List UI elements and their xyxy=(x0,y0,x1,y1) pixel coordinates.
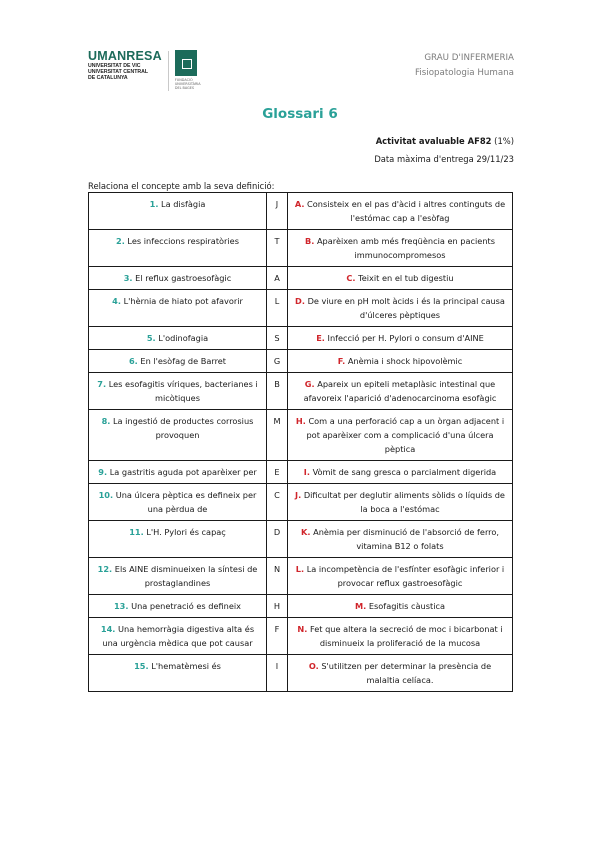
instructions: Relaciona el concepte amb la seva definició: xyxy=(88,181,275,191)
concept-text: Els AINE disminueixen la síntesi de prostaglandines xyxy=(114,564,258,588)
definition-letter: N. xyxy=(297,624,308,634)
answer-cell[interactable]: A xyxy=(267,267,288,290)
concept-number: 4. xyxy=(112,296,121,306)
concept-text: En l'esòfag de Barret xyxy=(140,356,227,366)
definition-text: Infecció per H. Pylori o consum d'AINE xyxy=(327,333,484,343)
answer-cell[interactable]: B xyxy=(267,373,288,410)
definition-cell xyxy=(288,595,513,618)
definition-letter: G. xyxy=(304,379,315,389)
definition-letter: O. xyxy=(308,661,319,671)
definition-text: De viure en pH molt àcids i és la principal causa d'úlceres pèptiques xyxy=(307,296,505,320)
definition-cell xyxy=(288,373,513,410)
definition-letter: B. xyxy=(304,236,315,246)
concept-cell xyxy=(89,618,267,655)
answer-cell[interactable]: T xyxy=(267,230,288,267)
course-info xyxy=(415,51,514,81)
activity-weight: (1%) xyxy=(494,136,514,146)
definition-letter: C. xyxy=(346,273,356,283)
concept-number: 11. xyxy=(129,527,144,537)
table-row xyxy=(89,595,513,618)
definition-cell xyxy=(288,193,513,230)
concept-number: 14. xyxy=(100,624,116,634)
concept-number: 12. xyxy=(97,564,113,574)
definition-text: La incompetència de l'esfínter esofàgic inferior i provocar reflux gastroesofàgic xyxy=(306,564,505,588)
foundation-mark xyxy=(175,50,201,90)
definition-text: Vòmit de sang gresca o parcialment digerida xyxy=(312,467,497,477)
definition-cell xyxy=(288,655,513,692)
concept-number: 9. xyxy=(98,467,108,477)
answer-cell[interactable]: F xyxy=(267,618,288,655)
definition-letter: I. xyxy=(303,467,310,477)
table-row xyxy=(89,350,513,373)
concept-number: 5. xyxy=(146,333,156,343)
concept-cell xyxy=(89,373,267,410)
definition-text: Fet que altera la secreció de moc i bicarbonat i disminueix la proliferació de la mucosa xyxy=(309,624,503,648)
definition-text: Aparèixen amb més freqüència en pacients immunocompromesos xyxy=(316,236,495,260)
glossary-table xyxy=(88,192,513,692)
answer-cell[interactable]: M xyxy=(267,410,288,461)
concept-cell xyxy=(89,267,267,290)
concept-number: 6. xyxy=(128,356,138,366)
logo-text xyxy=(88,50,162,82)
answer-cell[interactable]: S xyxy=(267,327,288,350)
definition-letter: F. xyxy=(337,356,346,366)
definition-letter: H. xyxy=(295,416,306,426)
deadline: Data màxima d'entrega 29/11/23 xyxy=(374,154,514,164)
definition-cell xyxy=(288,230,513,267)
table-row xyxy=(89,484,513,521)
definition-cell xyxy=(288,327,513,350)
concept-number: 7. xyxy=(97,379,107,389)
definition-text: Teixit en el tub digestiu xyxy=(358,273,454,283)
foundation-caption: FUNDACIÓ UNIVERSITÀRIA DEL BAGES xyxy=(174,78,201,90)
table-row xyxy=(89,655,513,692)
concept-text: L'odinofagia xyxy=(158,333,209,343)
page-title: Glossari 6 xyxy=(262,106,338,122)
definition-cell xyxy=(288,290,513,327)
concept-number: 1. xyxy=(149,199,159,209)
logo-divider xyxy=(168,51,169,91)
answer-cell[interactable]: N xyxy=(267,558,288,595)
university-logo xyxy=(88,50,201,91)
concept-number: 10. xyxy=(98,490,114,500)
definition-text: Anèmia i shock hipovolèmic xyxy=(347,356,463,366)
concept-number: 8. xyxy=(101,416,111,426)
concept-cell xyxy=(89,290,267,327)
activity-meta xyxy=(374,136,514,172)
concept-text: L'hematèmesi és xyxy=(151,661,221,671)
answer-cell[interactable]: I xyxy=(267,655,288,692)
concept-text: L'hèrnia de hiato pot afavorir xyxy=(123,296,243,306)
definition-text: Com a una perforació cap a un òrgan adjacent i pot aparèixer com a complicació d'una úlcera pèptica xyxy=(306,416,505,454)
definition-letter: D. xyxy=(295,296,305,306)
table-row xyxy=(89,290,513,327)
concept-cell xyxy=(89,350,267,373)
definition-cell xyxy=(288,484,513,521)
concept-text: La ingestió de productes corrosius provoquen xyxy=(113,416,254,440)
definition-text: Anèmia per disminució de l'absorció de ferro, vitamina B12 o folats xyxy=(313,527,499,551)
definition-text: S'utilitzen per determinar la presència de malaltia celíaca. xyxy=(321,661,492,685)
answer-cell[interactable]: D xyxy=(267,521,288,558)
definition-letter: E. xyxy=(316,333,325,343)
table-row xyxy=(89,267,513,290)
definition-letter: K. xyxy=(301,527,311,537)
definition-letter: L. xyxy=(295,564,305,574)
concept-number: 13. xyxy=(113,601,129,611)
answer-cell[interactable]: E xyxy=(267,461,288,484)
concept-text: Una úlcera pèptica es defineix per una pèrdua de xyxy=(115,490,257,514)
logo-line-3: DE CATALUNYA xyxy=(88,75,128,82)
concept-text: La disfàgia xyxy=(161,199,206,209)
definition-cell xyxy=(288,350,513,373)
logo-brand: UMANRESA xyxy=(88,49,162,63)
concept-text: Les infeccions respiratòries xyxy=(127,236,239,246)
foundation-logo-icon xyxy=(175,50,197,76)
concept-cell xyxy=(89,655,267,692)
logo-line-1: UNIVERSITAT DE VIC xyxy=(88,63,141,69)
concept-text: La gastritis aguda pot aparèixer per xyxy=(109,467,257,477)
answer-cell[interactable]: G xyxy=(267,350,288,373)
activity-label: Activitat avaluable AF82 xyxy=(375,136,492,146)
table-row xyxy=(89,618,513,655)
answer-cell[interactable]: H xyxy=(267,595,288,618)
concept-text: Una hemorràgia digestiva alta és una urgència mèdica que pot causar xyxy=(102,624,255,648)
concept-cell xyxy=(89,521,267,558)
definition-text: Esofagitis càustica xyxy=(368,601,446,611)
definition-text: Apareix un epiteli metaplàsic intestinal que afavoreix l'aparició d'adenocarcinoma esofàgic xyxy=(303,379,497,403)
definition-text: Dificultat per deglutir aliments sòlids o líquids de la boca a l'estómac xyxy=(303,490,505,514)
concept-text: Una penetració es defineix xyxy=(131,601,241,611)
definition-letter: A. xyxy=(294,199,305,209)
concept-number: 3. xyxy=(123,273,133,283)
definition-cell xyxy=(288,558,513,595)
logo-line-2: UNIVERSITAT CENTRAL xyxy=(88,69,149,76)
concept-cell xyxy=(89,484,267,521)
answer-cell[interactable]: J xyxy=(267,193,288,230)
table-row xyxy=(89,373,513,410)
subject-name: Fisiopatologia Humana xyxy=(415,68,514,78)
definition-letter: M. xyxy=(354,601,367,611)
table-row xyxy=(89,521,513,558)
table-row xyxy=(89,327,513,350)
concept-cell xyxy=(89,558,267,595)
definition-cell xyxy=(288,267,513,290)
definition-text: Consisteix en el pas d'àcid i altres continguts de l'estómac cap a l'esòfag xyxy=(307,199,506,223)
program-name: GRAU D'INFERMERIA xyxy=(424,53,514,63)
table-row xyxy=(89,558,513,595)
definition-letter: J. xyxy=(295,490,302,500)
concept-cell xyxy=(89,327,267,350)
concept-cell xyxy=(89,461,267,484)
concept-cell xyxy=(89,595,267,618)
answer-cell[interactable]: L xyxy=(267,290,288,327)
concept-cell xyxy=(89,193,267,230)
definition-cell xyxy=(288,618,513,655)
concept-number: 2. xyxy=(116,236,125,246)
concept-text: L'H. Pylori és capaç xyxy=(146,527,226,537)
table-row xyxy=(89,193,513,230)
concept-text: El reflux gastroesofàgic xyxy=(135,273,232,283)
definition-cell xyxy=(288,410,513,461)
glossary-body xyxy=(89,193,513,692)
concept-number: 15. xyxy=(134,661,149,671)
definition-cell xyxy=(288,461,513,484)
definition-cell xyxy=(288,521,513,558)
concept-cell xyxy=(89,410,267,461)
table-row xyxy=(89,410,513,461)
concept-cell xyxy=(89,230,267,267)
concept-text: Les esofagitis víriques, bacterianes i micòtiques xyxy=(108,379,258,403)
table-row xyxy=(89,230,513,267)
table-row xyxy=(89,461,513,484)
answer-cell[interactable]: C xyxy=(267,484,288,521)
